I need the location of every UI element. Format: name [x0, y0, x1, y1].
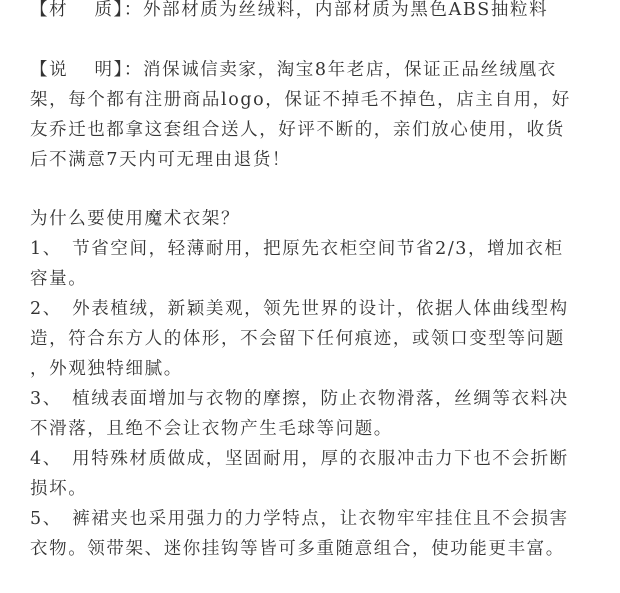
description-line-3: 友乔迁也都拿这套组合送人，好评不断的，亲们放心使用，收货 [30, 120, 565, 140]
description-line-4: 后不满意7天内可无理由退货！ [30, 150, 292, 170]
material-line: 【材 质】：外部材质为丝绒料，内部材质为黑色ABS抽粒料 [30, 0, 549, 20]
item-2-line-2: 造，符合东方人的体形，不会留下任何痕迹，或领口变型等问题 [30, 329, 565, 349]
item-4-line-2: 损坏。 [30, 479, 88, 499]
item-2-line-3: ，外观独特细腻。 [30, 359, 183, 379]
description-line-1: 【说 明】：消保诚信卖家，淘宝8年老店，保证正品丝绒凰衣 [30, 60, 557, 80]
why-heading: 为什么要使用魔术衣架？ [30, 209, 241, 229]
item-4-line-1: 4、 用特殊材质做成，坚固耐用，厚的衣服冲击力下也不会折断 [30, 449, 569, 469]
item-3-line-2: 不滑落，且绝不会让衣物产生毛球等问题。 [30, 419, 393, 439]
item-1-line-1: 1、 节省空间，轻薄耐用，把原先衣柜空间节省2/3，增加衣柜 [30, 239, 564, 259]
item-1-line-2: 容量。 [30, 269, 88, 289]
item-5-line-1: 5、 裤裙夹也采用强力的力学特点，让衣物牢牢挂住且不会损害 [30, 509, 569, 529]
description-line-2: 架，每个都有注册商品logo，保证不掉毛不掉色，店主自用，好 [30, 90, 571, 110]
item-5-line-2: 衣物。领带架、迷你挂钩等皆可多重随意组合，使功能更丰富。 [30, 539, 565, 559]
item-3-line-1: 3、 植绒表面增加与衣物的摩擦，防止衣物滑落，丝绸等衣料决 [30, 389, 569, 409]
item-2-line-1: 2、 外表植绒，新颖美观，领先世界的设计，依据人体曲线型构 [30, 299, 569, 319]
